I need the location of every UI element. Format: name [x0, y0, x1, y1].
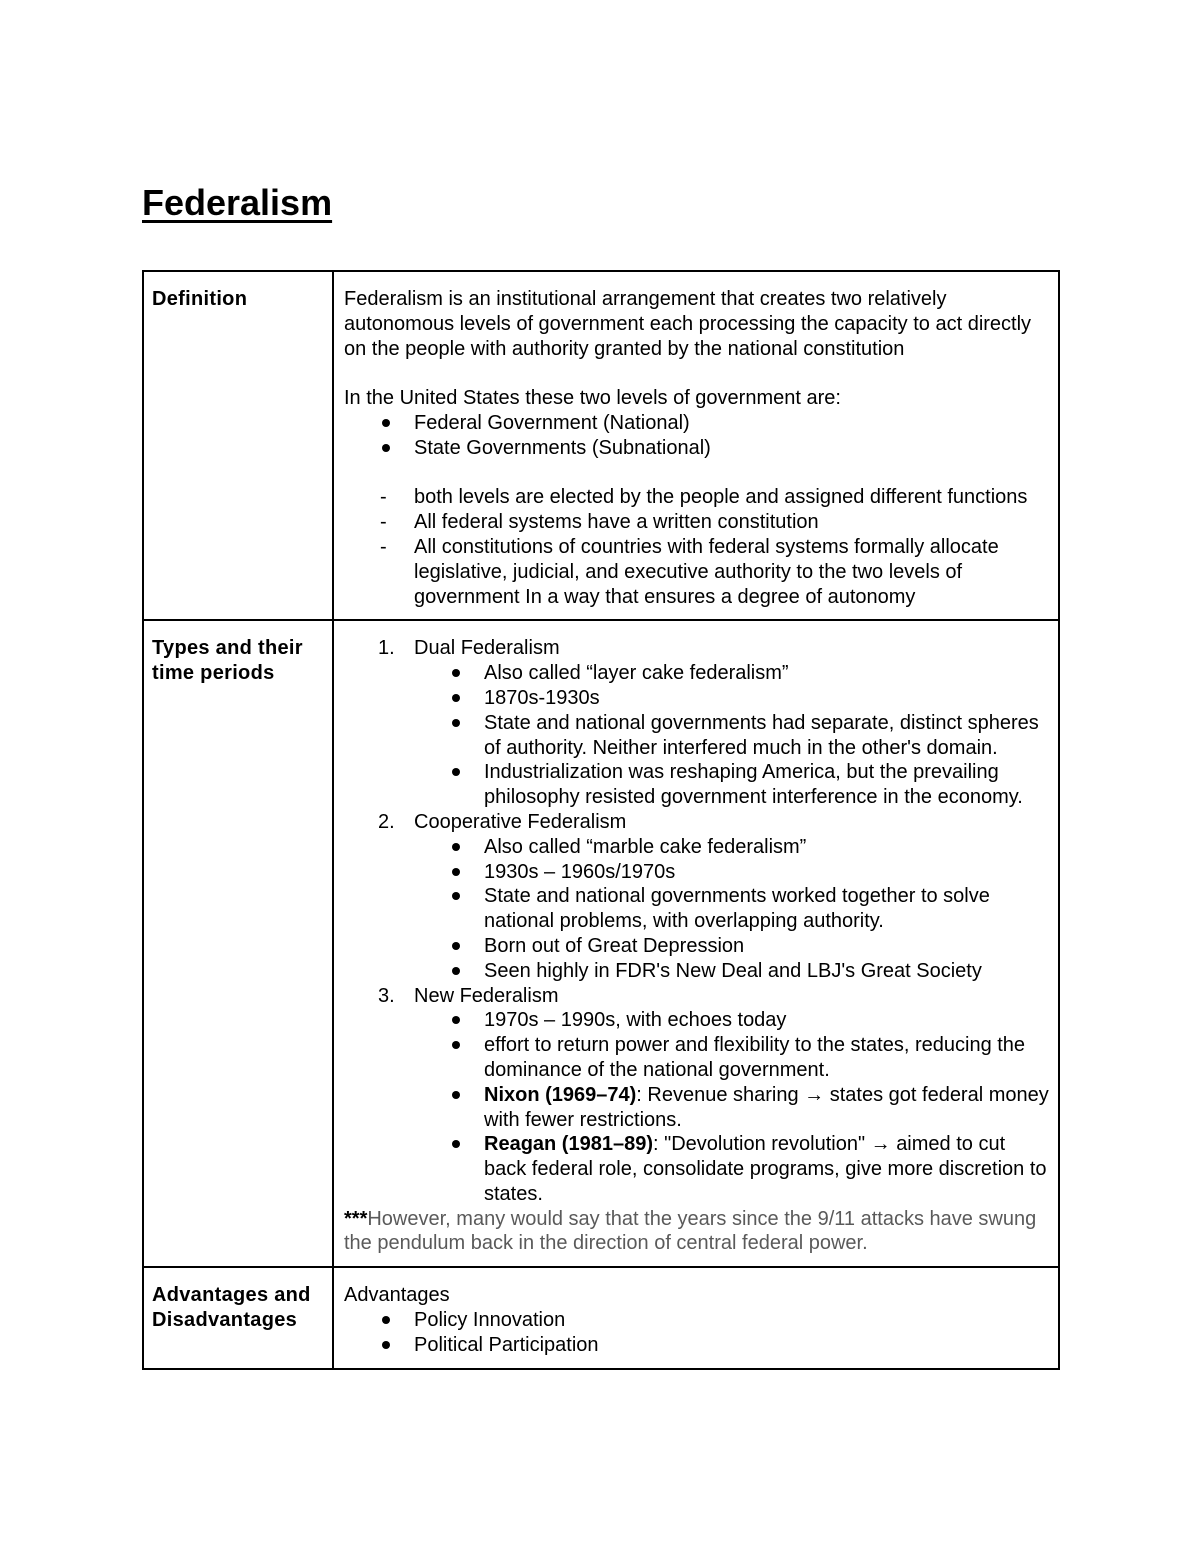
definition-notes-list [344, 485, 1050, 609]
spacer [344, 361, 1050, 386]
type-details [414, 1008, 1050, 1206]
list-item [484, 1083, 1050, 1133]
definition-label: Definition [143, 271, 333, 620]
types-list [344, 636, 1050, 1206]
list-item: Policy Innovation [414, 1308, 1050, 1333]
type-details [414, 835, 1050, 984]
list-item: - both levels are elected by the people and assigned different functions [414, 485, 1050, 510]
definition-content [333, 271, 1059, 620]
types-content [333, 620, 1059, 1267]
type-name: Cooperative Federalism [414, 810, 627, 833]
list-item: State and national governments had separate, distinct spheres of authority. Neither interfered much in the other's domain. [484, 711, 1050, 761]
advantages-list [344, 1308, 1050, 1358]
advantages-heading: Advantages [344, 1284, 450, 1307]
list-item: effort to return power and flexibility to the states, reducing the dominance of the national government. [484, 1033, 1050, 1083]
advantages-label: Advantages and Disadvantages [143, 1267, 333, 1368]
president-policy: : "Devolution revolution" → aimed to cut back federal role, consolidate programs, give more discretion to states. [484, 1133, 1047, 1205]
definition-paragraph: Federalism is an institutional arrangement that creates two relatively autonomous levels of government each processing the capacity to act directly on the people with authority granted by the national constitution [344, 288, 1032, 360]
footnote-text: However, many would say that the years since the 9/11 attacks have swung the pendulum back in the direction of central federal power. [344, 1207, 1037, 1255]
list-item: 1930s – 1960s/1970s [484, 860, 1050, 885]
type-cooperative-federalism [378, 810, 1050, 984]
page-title: Federalism [142, 182, 333, 223]
list-item [484, 1132, 1050, 1206]
type-new-federalism [378, 984, 1050, 1207]
federalism-notes-table [142, 270, 1060, 1370]
list-item: Also called “layer cake federalism” [484, 661, 1050, 686]
item-number: 1. [378, 637, 395, 660]
advantages-row [143, 1267, 1059, 1368]
types-label: Types and their time periods [143, 620, 333, 1267]
type-details [414, 661, 1050, 810]
list-item: Federal Government (National) [414, 411, 1050, 436]
spacer [344, 461, 1050, 486]
advantages-content [333, 1267, 1059, 1368]
list-item: Also called “marble cake federalism” [484, 835, 1050, 860]
types-row [143, 620, 1059, 1267]
levels-intro: In the United States these two levels of government are: [344, 387, 841, 410]
definition-row [143, 271, 1059, 620]
president-policy: : Revenue sharing → states got federal money with fewer restrictions. [484, 1083, 1049, 1131]
list-item: Political Participation [414, 1333, 1050, 1358]
president-name: Nixon (1969–74) [484, 1083, 637, 1106]
president-name: Reagan (1981–89) [484, 1133, 653, 1156]
list-item: Industrialization was reshaping America, but the prevailing philosophy resisted government interference in the economy. [484, 760, 1050, 810]
list-item: - All federal systems have a written constitution [414, 510, 1050, 535]
item-number: 2. [378, 810, 395, 833]
list-item: 1970s – 1990s, with echoes today [484, 1008, 1050, 1033]
type-name: Dual Federalism [414, 637, 560, 660]
list-item: State and national governments worked together to solve national problems, with overlapping authority. [484, 884, 1050, 934]
footnote-marker: *** [344, 1207, 368, 1230]
item-number: 3. [378, 984, 395, 1007]
levels-list [344, 411, 1050, 461]
type-name: New Federalism [414, 984, 559, 1007]
list-item: Seen highly in FDR's New Deal and LBJ's Great Society [484, 959, 1050, 984]
types-footnote [344, 1207, 1050, 1257]
list-item: 1870s-1930s [484, 686, 1050, 711]
list-item: - All constitutions of countries with federal systems formally allocate legislative, judicial, and executive authority to the two levels of government In a way that ensures a degree of autonomy [414, 535, 1050, 609]
list-item: State Governments (Subnational) [414, 436, 1050, 461]
type-dual-federalism [378, 636, 1050, 810]
list-item: Born out of Great Depression [484, 934, 1050, 959]
